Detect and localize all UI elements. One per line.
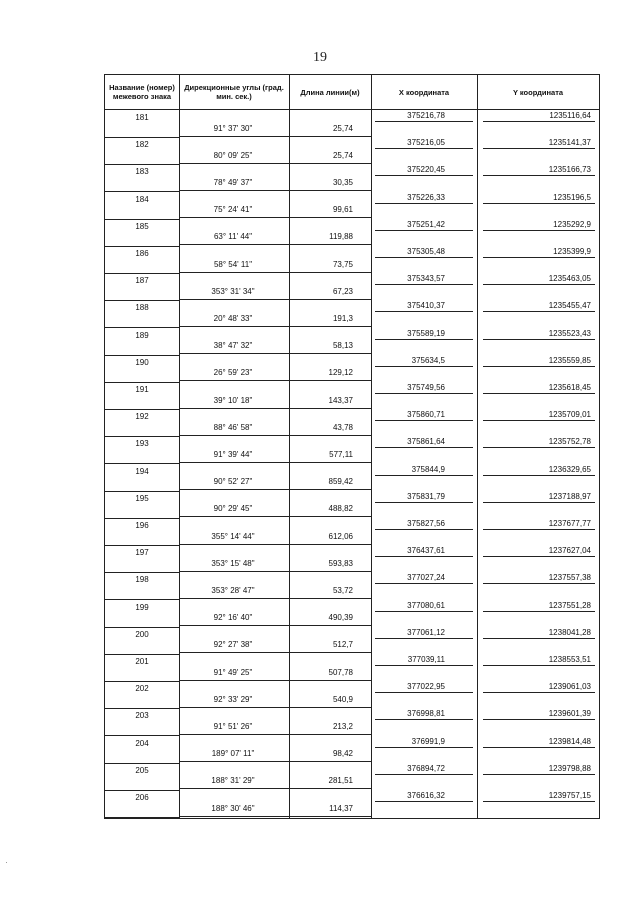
row-underline xyxy=(375,393,473,394)
point-name: 190 xyxy=(135,357,149,367)
row-underline xyxy=(179,761,289,762)
direction-angle: 88° 46' 58" xyxy=(213,422,253,432)
row-underline xyxy=(179,516,289,517)
point-name: 203 xyxy=(135,711,149,721)
row-underline xyxy=(375,366,473,367)
row-underline xyxy=(483,175,595,176)
y-coordinate: 1237677,77 xyxy=(548,519,591,528)
row-underline xyxy=(483,529,595,530)
line-length: 593,83 xyxy=(328,558,353,568)
header-y-coordinate: Y координата xyxy=(512,87,564,97)
row-underline xyxy=(179,435,289,436)
line-length: 53,72 xyxy=(332,586,353,595)
row-underline xyxy=(375,148,473,149)
row-underline xyxy=(105,463,179,464)
line-length: 191,3 xyxy=(332,314,353,323)
row-underline xyxy=(105,300,179,301)
point-name: 185 xyxy=(135,221,149,231)
row-underline xyxy=(375,284,473,285)
row-underline xyxy=(483,774,595,775)
row-underline xyxy=(105,518,179,519)
row-underline xyxy=(179,544,289,545)
y-coordinate: 1235523,43 xyxy=(548,328,591,338)
point-name: 205 xyxy=(135,765,149,775)
row-underline xyxy=(289,489,371,490)
direction-angle: 20° 48' 33" xyxy=(213,314,253,323)
direction-angle: 353° 28' 47" xyxy=(211,586,255,595)
header-direction-angle: Дирекционные углы (град. мин. сек.) xyxy=(184,83,284,101)
point-name: 182 xyxy=(135,140,149,150)
row-underline xyxy=(105,654,179,655)
x-coordinate: 375216,05 xyxy=(407,138,445,148)
x-coordinate: 375220,45 xyxy=(407,165,445,175)
row-underline xyxy=(289,544,371,545)
direction-angle: 92° 27' 38" xyxy=(213,640,253,650)
y-coordinate: 1235752,78 xyxy=(548,437,591,447)
x-coordinate: 375844,9 xyxy=(411,464,445,474)
column-divider xyxy=(477,75,478,818)
row-underline xyxy=(105,735,179,736)
y-coordinate: 1235141,37 xyxy=(548,138,591,148)
x-coordinate: 375216,78 xyxy=(407,111,445,120)
row-underline xyxy=(289,217,371,218)
line-length: 488,82 xyxy=(328,504,353,514)
y-coordinate: 1237627,04 xyxy=(548,546,591,556)
direction-angle: 91° 49' 25" xyxy=(213,667,253,677)
row-underline xyxy=(375,203,473,204)
row-underline xyxy=(105,708,179,709)
direction-angle: 38° 47' 32" xyxy=(213,341,253,351)
row-underline xyxy=(105,599,179,600)
row-underline xyxy=(179,299,289,300)
header-line-length: Длина линии(м) xyxy=(300,87,360,97)
row-underline xyxy=(375,719,473,720)
row-underline xyxy=(105,355,179,356)
row-underline xyxy=(179,816,289,817)
row-underline xyxy=(483,420,595,421)
x-coordinate: 377022,95 xyxy=(407,682,445,692)
row-underline xyxy=(179,353,289,354)
line-length: 43,78 xyxy=(332,422,353,432)
direction-angle: 91° 37' 30" xyxy=(213,123,253,133)
row-underline xyxy=(179,136,289,137)
y-coordinate: 1235116,64 xyxy=(549,111,591,120)
point-name: 189 xyxy=(135,330,149,340)
row-underline xyxy=(289,680,371,681)
row-underline xyxy=(375,230,473,231)
row-underline xyxy=(289,136,371,137)
row-underline xyxy=(375,175,473,176)
point-name: 201 xyxy=(135,657,149,666)
row-underline xyxy=(105,137,179,138)
y-coordinate: 1235196,5 xyxy=(553,192,591,202)
row-underline xyxy=(179,625,289,626)
row-underline xyxy=(375,447,473,448)
row-underline xyxy=(375,556,473,557)
y-coordinate: 1235709,01 xyxy=(548,410,591,420)
line-length: 540,9 xyxy=(332,694,353,704)
x-coordinate: 376998,81 xyxy=(407,709,445,719)
y-coordinate: 1235166,73 xyxy=(548,165,591,175)
y-coordinate: 1235618,45 xyxy=(548,383,591,392)
row-underline xyxy=(375,583,473,584)
row-underline xyxy=(483,638,595,639)
row-underline xyxy=(483,665,595,666)
row-underline xyxy=(105,436,179,437)
point-name: 206 xyxy=(135,793,149,802)
row-underline xyxy=(105,572,179,573)
line-length: 58,13 xyxy=(332,341,353,351)
row-underline xyxy=(179,217,289,218)
row-underline xyxy=(105,164,179,165)
row-underline xyxy=(483,257,595,258)
row-underline xyxy=(375,502,473,503)
row-underline xyxy=(483,747,595,748)
row-underline xyxy=(483,393,595,394)
row-underline xyxy=(375,747,473,748)
point-name: 193 xyxy=(135,439,149,449)
line-length: 99,61 xyxy=(332,205,353,215)
direction-angle: 78° 49' 37" xyxy=(213,178,253,187)
row-underline xyxy=(375,311,473,312)
point-name: 198 xyxy=(135,575,149,585)
row-underline xyxy=(179,598,289,599)
row-underline xyxy=(105,545,179,546)
row-underline xyxy=(289,761,371,762)
row-underline xyxy=(483,611,595,612)
x-coordinate: 375634,5 xyxy=(411,355,445,365)
row-underline xyxy=(483,692,595,693)
row-underline xyxy=(289,598,371,599)
row-underline xyxy=(105,273,179,274)
x-coordinate: 375226,33 xyxy=(407,192,445,202)
direction-angle: 63° 11' 44" xyxy=(213,232,253,242)
row-underline xyxy=(105,191,179,192)
direction-angle: 353° 15' 48" xyxy=(211,558,255,568)
y-coordinate: 1237557,38 xyxy=(548,573,591,583)
row-underline xyxy=(179,380,289,381)
row-underline xyxy=(483,447,595,448)
row-underline xyxy=(105,681,179,682)
direction-angle: 91° 51' 26" xyxy=(213,722,253,731)
row-underline xyxy=(375,638,473,639)
scan-speck xyxy=(6,862,7,863)
line-length: 490,39 xyxy=(328,613,353,623)
row-underline xyxy=(179,734,289,735)
row-underline xyxy=(105,409,179,410)
row-underline xyxy=(375,529,473,530)
row-underline xyxy=(105,763,179,764)
row-underline xyxy=(179,788,289,789)
column-divider xyxy=(371,75,372,818)
line-length: 129,12 xyxy=(328,368,353,378)
direction-angle: 91° 39' 44" xyxy=(213,450,253,459)
row-underline xyxy=(483,556,595,557)
direction-angle: 92° 16' 40" xyxy=(213,613,253,623)
row-underline xyxy=(179,462,289,463)
direction-angle: 80° 09' 25" xyxy=(213,150,253,160)
row-underline xyxy=(289,163,371,164)
line-length: 67,23 xyxy=(332,286,353,296)
y-coordinate: 1235292,9 xyxy=(553,219,591,229)
direction-angle: 90° 52' 27" xyxy=(213,477,253,487)
point-name: 186 xyxy=(135,249,149,258)
direction-angle: 189° 07' 11" xyxy=(211,749,255,759)
direction-angle: 75° 24' 41" xyxy=(213,205,253,215)
row-underline xyxy=(289,244,371,245)
row-underline xyxy=(105,627,179,628)
row-underline xyxy=(483,339,595,340)
point-name: 187 xyxy=(135,276,149,286)
row-underline xyxy=(179,190,289,191)
row-underline xyxy=(179,571,289,572)
row-underline xyxy=(483,366,595,367)
row-underline xyxy=(375,692,473,693)
y-coordinate: 1235559,85 xyxy=(548,355,591,365)
x-coordinate: 376437,61 xyxy=(407,546,445,556)
row-underline xyxy=(483,719,595,720)
y-coordinate: 1236329,65 xyxy=(548,464,591,474)
row-underline xyxy=(289,652,371,653)
row-underline xyxy=(483,801,595,802)
y-coordinate: 1239798,88 xyxy=(548,763,591,773)
direction-angle: 188° 30' 46" xyxy=(211,803,255,813)
row-underline xyxy=(289,435,371,436)
y-coordinate: 1235399,9 xyxy=(553,247,591,256)
row-underline xyxy=(483,203,595,204)
direction-angle: 58° 54' 11" xyxy=(213,259,253,269)
row-underline xyxy=(289,516,371,517)
x-coordinate: 375251,42 xyxy=(407,219,445,229)
row-underline xyxy=(179,652,289,653)
line-length: 512,7 xyxy=(332,640,353,650)
row-underline xyxy=(179,707,289,708)
row-underline xyxy=(179,408,289,409)
row-underline xyxy=(179,680,289,681)
y-coordinate: 1238553,51 xyxy=(548,655,591,664)
line-length: 143,37 xyxy=(328,395,353,405)
x-coordinate: 375749,56 xyxy=(407,383,445,392)
row-underline xyxy=(375,339,473,340)
point-name: 196 xyxy=(135,521,149,530)
x-coordinate: 376894,72 xyxy=(407,763,445,773)
row-underline xyxy=(375,475,473,476)
row-underline xyxy=(483,583,595,584)
row-underline xyxy=(105,491,179,492)
row-underline xyxy=(105,219,179,220)
x-coordinate: 375410,37 xyxy=(407,301,445,311)
row-underline xyxy=(105,817,179,818)
line-length: 25,74 xyxy=(332,123,353,133)
row-underline xyxy=(289,816,371,817)
row-underline xyxy=(179,272,289,273)
point-name: 197 xyxy=(135,548,149,558)
row-underline xyxy=(289,571,371,572)
y-coordinate: 1235455,47 xyxy=(548,301,591,311)
line-length: 73,75 xyxy=(332,259,353,269)
row-underline xyxy=(375,774,473,775)
row-underline xyxy=(289,408,371,409)
direction-angle: 90° 29' 45" xyxy=(213,504,253,514)
x-coordinate: 375589,19 xyxy=(407,328,445,338)
boundary-coordinates-table xyxy=(104,74,600,819)
direction-angle: 353° 31' 34" xyxy=(211,286,255,296)
y-coordinate: 1235463,05 xyxy=(548,274,591,284)
point-name: 192 xyxy=(135,412,149,422)
line-length: 281,51 xyxy=(328,776,353,786)
y-coordinate: 1237188,97 xyxy=(548,491,591,501)
point-name: 200 xyxy=(135,629,149,639)
line-length: 507,78 xyxy=(328,667,353,677)
row-underline xyxy=(289,734,371,735)
row-underline xyxy=(179,244,289,245)
row-underline xyxy=(105,790,179,791)
x-coordinate: 377061,12 xyxy=(407,627,445,637)
direction-angle: 355° 14' 44" xyxy=(211,531,255,541)
row-underline xyxy=(483,121,595,122)
line-length: 577,11 xyxy=(329,450,353,459)
x-coordinate: 375305,48 xyxy=(407,247,445,256)
y-coordinate: 1239601,39 xyxy=(548,709,591,719)
x-coordinate: 375831,79 xyxy=(407,491,445,501)
line-length: 612,06 xyxy=(328,531,353,541)
row-underline xyxy=(483,284,595,285)
row-underline xyxy=(289,353,371,354)
point-name: 194 xyxy=(135,466,149,476)
direction-angle: 92° 33' 29" xyxy=(213,694,253,704)
line-length: 119,88 xyxy=(329,232,353,242)
row-underline xyxy=(105,382,179,383)
y-coordinate: 1238041,28 xyxy=(548,627,591,637)
row-underline xyxy=(289,299,371,300)
row-underline xyxy=(289,326,371,327)
point-name: 191 xyxy=(135,385,149,394)
direction-angle: 39° 10' 18" xyxy=(213,395,253,405)
y-coordinate: 1239814,48 xyxy=(548,736,591,746)
row-underline xyxy=(289,707,371,708)
y-coordinate: 1239757,15 xyxy=(548,791,591,800)
line-length: 30,35 xyxy=(332,178,353,187)
y-coordinate: 1239061,03 xyxy=(548,682,591,692)
x-coordinate: 376991,9 xyxy=(411,736,445,746)
x-coordinate: 377039,11 xyxy=(407,655,445,664)
direction-angle: 188° 31' 29" xyxy=(211,776,255,786)
point-name: 181 xyxy=(135,113,149,122)
row-underline xyxy=(483,502,595,503)
row-underline xyxy=(105,327,179,328)
row-underline xyxy=(179,163,289,164)
line-length: 25,74 xyxy=(332,150,353,160)
x-coordinate: 375827,56 xyxy=(407,519,445,528)
row-underline xyxy=(375,611,473,612)
x-coordinate: 375860,71 xyxy=(407,410,445,420)
line-length: 213,2 xyxy=(332,722,353,731)
row-underline xyxy=(483,230,595,231)
point-name: 202 xyxy=(135,684,149,694)
line-length: 98,42 xyxy=(332,749,353,759)
header-point-name: Название (номер) межевого знака xyxy=(109,83,175,101)
row-underline xyxy=(483,475,595,476)
header-x-coordinate: X координата xyxy=(398,87,450,97)
row-underline xyxy=(105,246,179,247)
row-underline xyxy=(483,311,595,312)
row-underline xyxy=(179,326,289,327)
row-underline xyxy=(375,665,473,666)
row-underline xyxy=(483,148,595,149)
point-name: 183 xyxy=(135,167,149,177)
row-underline xyxy=(289,788,371,789)
row-underline xyxy=(289,272,371,273)
point-name: 184 xyxy=(135,194,149,204)
point-name: 199 xyxy=(135,602,149,612)
row-underline xyxy=(179,489,289,490)
row-underline xyxy=(289,190,371,191)
row-underline xyxy=(289,380,371,381)
row-underline xyxy=(375,121,473,122)
row-underline xyxy=(289,462,371,463)
row-underline xyxy=(375,801,473,802)
row-underline xyxy=(289,625,371,626)
row-underline xyxy=(375,257,473,258)
row-underline xyxy=(375,420,473,421)
line-length: 114,37 xyxy=(329,803,353,813)
point-name: 195 xyxy=(135,493,149,503)
page-number: 19 xyxy=(313,50,327,65)
point-name: 188 xyxy=(135,303,149,313)
x-coordinate: 376616,32 xyxy=(407,791,445,800)
line-length: 859,42 xyxy=(328,477,353,487)
x-coordinate: 375343,57 xyxy=(407,274,445,284)
x-coordinate: 377080,61 xyxy=(407,600,445,610)
x-coordinate: 375861,64 xyxy=(407,437,445,447)
point-name: 204 xyxy=(135,738,149,748)
x-coordinate: 377027,24 xyxy=(407,573,445,583)
direction-angle: 26° 59' 23" xyxy=(213,368,253,378)
y-coordinate: 1237551,28 xyxy=(548,600,591,610)
